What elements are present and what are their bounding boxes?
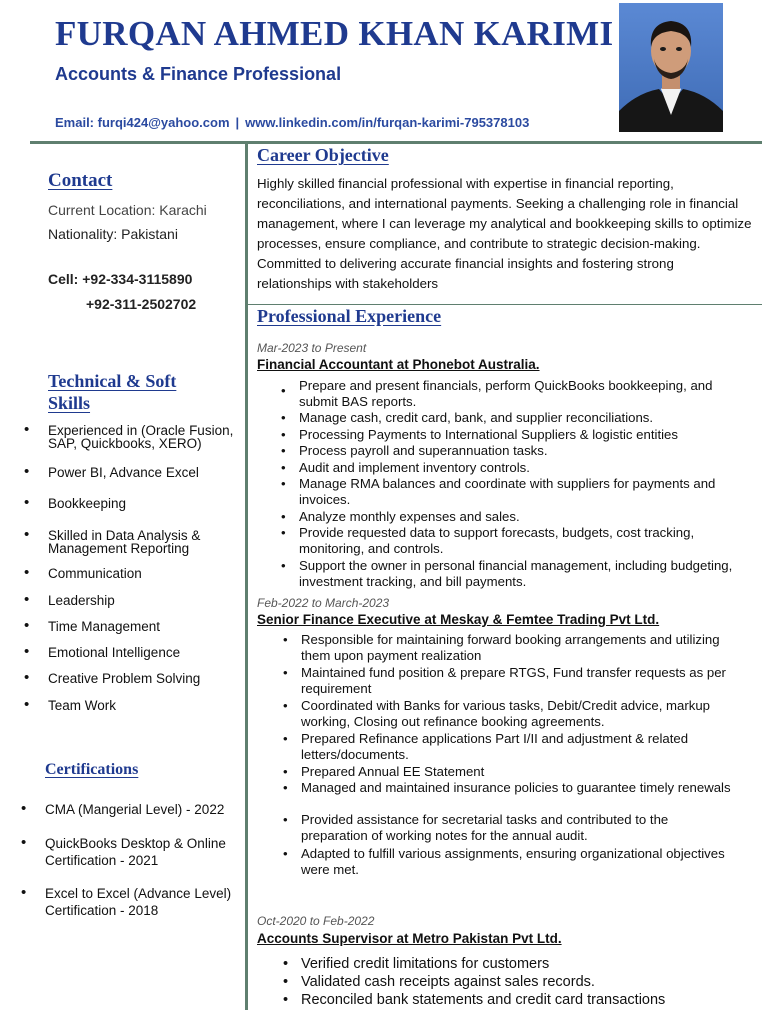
contact-separator: | xyxy=(235,115,240,130)
bullet-icon: • xyxy=(281,443,286,458)
bullet-icon: • xyxy=(21,884,27,901)
bullet-icon: • xyxy=(281,410,286,425)
bullet-icon: • xyxy=(283,764,288,779)
bullet-icon: • xyxy=(21,800,27,817)
job-bullet: • Prepare and present financials, perform QuickBooks bookkeeping, and submit BAS reports. xyxy=(281,378,713,409)
experience-heading: Professional Experience xyxy=(257,306,442,326)
skill-item: • Bookkeeping xyxy=(24,494,127,511)
bullet-icon: • xyxy=(24,617,30,634)
job-bullet: • Manage cash, credit card, bank, and supplier reconciliations. xyxy=(281,410,654,425)
candidate-title: Accounts & Finance Professional xyxy=(55,64,342,84)
job-date: Oct-2020 to Feb-2022 xyxy=(257,914,375,928)
bullet-icon: • xyxy=(24,643,30,660)
job-bullet: • Verified credit limitations for customers xyxy=(283,956,550,972)
job-bullet: • Managed and maintained insurance policies to guarantee timely renewals xyxy=(283,780,731,795)
bullet-icon: • xyxy=(24,463,30,480)
skill-item: • Emotional Intelligence xyxy=(24,643,181,660)
bullet-icon: • xyxy=(283,974,289,990)
email-link[interactable]: Email: furqi424@yahoo.com xyxy=(55,115,230,130)
job-bullet: • Adapted to fulfill various assignments, ensuring organizational objectives were met. xyxy=(283,846,725,877)
job-bullet: • Provided assistance for secretarial tasks and contributed to the preparation of working notes for the annual audit. xyxy=(283,812,669,843)
job-bullet: • Provide requested data to support forecasts, budgets, cost tracking, monitoring, and controls. xyxy=(281,525,695,556)
job-bullet: • Coordinated with Banks for various tasks, Debit/Credit advice, markup working, Closing out refinance booking agreements. xyxy=(283,698,710,729)
job-date: Feb-2022 to March-2023 xyxy=(257,596,390,610)
contact-heading: Contact xyxy=(48,170,113,191)
skill-item: • Team Work xyxy=(24,696,117,713)
job-bullet: • Prepared Annual EE Statement xyxy=(283,764,485,779)
skill-item: • Communication xyxy=(24,564,142,581)
skills-heading xyxy=(48,370,176,414)
job-role: Senior Finance Executive at Meskay & Femtee Trading Pvt Ltd. xyxy=(257,612,660,627)
bullet-icon: • xyxy=(283,992,289,1008)
bullet-icon: • xyxy=(283,956,289,972)
bullet-icon: • xyxy=(24,494,30,511)
certification-item: • Excel to Excel (Advance Level) Certification - 2018 xyxy=(21,884,232,918)
job-bullet: • Responsible for maintaining forward booking arrangements and utilizing them upon payment realization xyxy=(283,632,720,663)
job-bullet: • Audit and implement inventory controls. xyxy=(281,460,530,475)
bullet-icon: • xyxy=(281,460,286,475)
job-role: Financial Accountant at Phonebot Australia. xyxy=(257,357,540,372)
bullet-icon: • xyxy=(24,696,30,713)
bullet-icon: • xyxy=(283,780,288,795)
nationality: Nationality: Pakistani xyxy=(48,226,178,242)
bullet-icon: • xyxy=(283,731,288,746)
bullet-icon: • xyxy=(281,476,286,491)
bullet-icon: • xyxy=(283,698,288,713)
certifications-heading: Certifications xyxy=(45,761,139,778)
bullet-icon: • xyxy=(24,564,30,581)
certification-item: • CMA (Mangerial Level) - 2022 xyxy=(21,800,225,817)
bullet-icon: • xyxy=(24,669,30,686)
profile-photo-illustration xyxy=(619,3,723,132)
job-bullet: • Manage RMA balances and coordinate with suppliers for payments and invoices. xyxy=(281,476,716,507)
job-bullet: • Analyze monthly expenses and sales. xyxy=(281,509,520,524)
linkedin-link[interactable]: www.linkedin.com/in/furqan-karimi-795378103 xyxy=(245,115,530,130)
bullet-icon: • xyxy=(283,665,288,680)
skills-heading-line1: Technical & Soft xyxy=(48,371,177,391)
cell-phone-secondary: +92-311-2502702 xyxy=(86,296,197,312)
skills-heading-line2: Skills xyxy=(48,393,91,413)
column-divider xyxy=(245,144,248,1010)
job-bullet: • Validated cash receipts against sales records. xyxy=(283,974,595,990)
skill-item: • Skilled in Data Analysis & Management Reporting xyxy=(24,526,201,556)
contact-line xyxy=(55,115,529,130)
bullet-icon: • xyxy=(281,525,286,540)
candidate-name: FURQAN AHMED KHAN KARIMI xyxy=(55,14,614,53)
bullet-icon: • xyxy=(281,383,286,398)
bullet-icon: • xyxy=(24,526,30,543)
bullet-icon: • xyxy=(283,632,288,647)
header-divider xyxy=(30,141,762,144)
bullet-icon: • xyxy=(281,558,286,573)
objective-heading: Career Objective xyxy=(257,145,389,165)
skill-item: • Experienced in (Oracle Fusion, SAP, Quickbooks, XERO) xyxy=(24,421,234,451)
job-bullet: • Reconciled bank statements and credit card transactions xyxy=(283,992,666,1008)
job-bullet: • Maintained fund position & prepare RTGS, Fund transfer requests as per requirement xyxy=(283,665,726,696)
skill-item: • Time Management xyxy=(24,617,161,634)
profile-photo xyxy=(619,3,723,132)
job-bullet: • Prepared Refinance applications Part I/II and adjustment & related letters/documents. xyxy=(283,731,689,762)
job-role: Accounts Supervisor at Metro Pakistan Pvt Ltd. xyxy=(257,931,562,946)
skill-item: • Leadership xyxy=(24,591,115,608)
bullet-icon: • xyxy=(283,846,288,861)
skill-item: • Creative Problem Solving xyxy=(24,669,201,686)
job-bullet: • Process payroll and superannuation tasks. xyxy=(281,443,548,458)
current-location: Current Location: Karachi xyxy=(48,202,207,218)
job-bullet: • Support the owner in personal financial management, including budgeting, investment tracking, and bill payments. xyxy=(281,558,733,589)
bullet-icon: • xyxy=(283,812,288,827)
bullet-icon: • xyxy=(281,427,286,442)
bullet-icon: • xyxy=(281,509,286,524)
job-date: Mar-2023 to Present xyxy=(257,341,367,355)
bullet-icon: • xyxy=(21,834,27,851)
objective-text: Highly skilled financial professional with expertise in financial reporting, reconciliations, and international payments. Seeking a challenging role in financial management, where I can leverage my analytical and bookkeeping skills to optimize processes, ensure compliance, and contribute to strategic decision-making. Committed to delivering accurate financial insights and fostering strong relationships with stakeholders xyxy=(257,176,752,291)
bullet-icon: • xyxy=(24,591,30,608)
objective-divider xyxy=(248,304,762,305)
certification-item: • QuickBooks Desktop & Online Certification - 2021 xyxy=(21,834,226,868)
job-bullet: • Processing Payments to International Suppliers & logistic entities xyxy=(281,427,678,442)
skill-item: • Power BI, Advance Excel xyxy=(24,463,199,480)
bullet-icon: • xyxy=(24,421,30,438)
cell-phone-primary: Cell: +92-334-3115890 xyxy=(48,271,193,287)
